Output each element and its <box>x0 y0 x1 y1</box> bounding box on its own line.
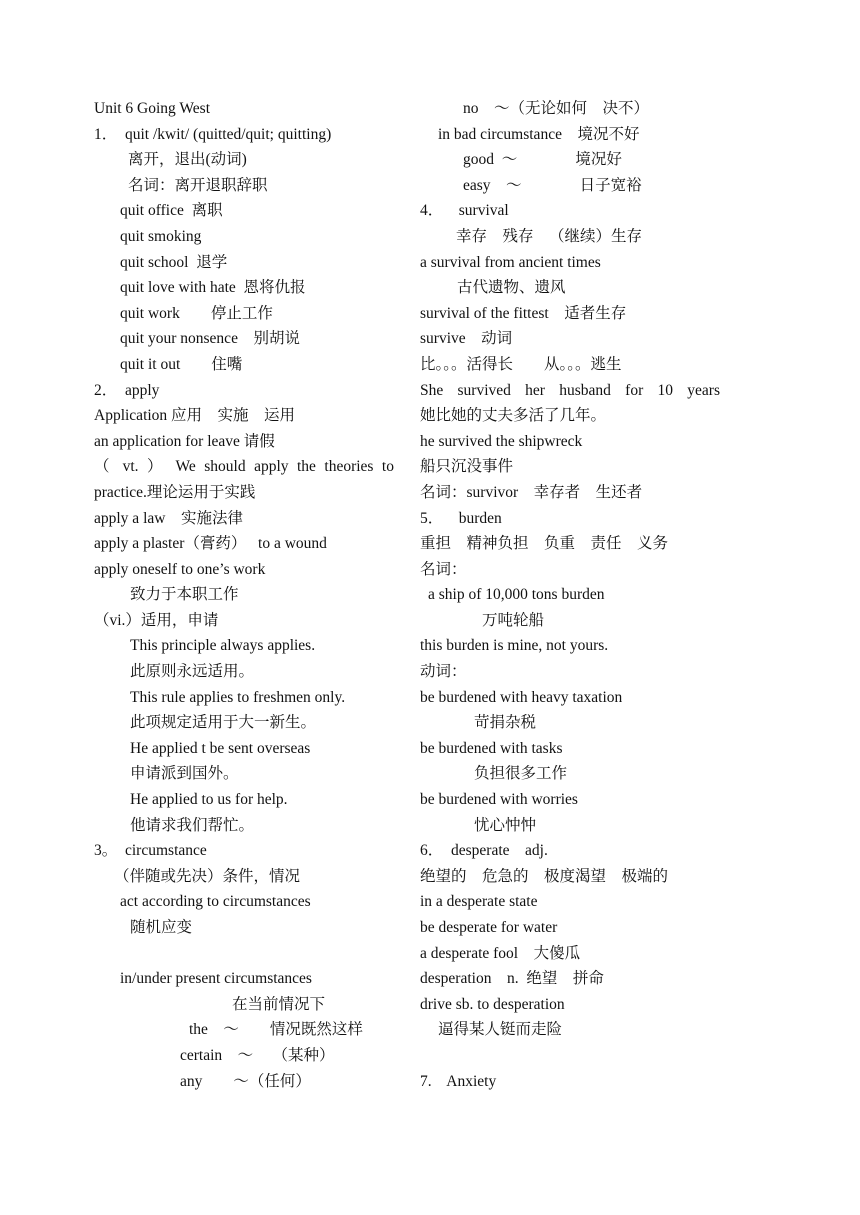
text-line: 申请派到国外。 <box>130 765 239 783</box>
text-line: drive sb. to desperation <box>420 995 565 1013</box>
text-line: He applied to us for help. <box>130 791 288 809</box>
text-line: 3。 circumstance <box>94 842 207 860</box>
text-line: 比。。。活得长 从。。。逃生 <box>420 355 622 373</box>
text-line: 此项规定适用于大一新生。 <box>130 714 317 732</box>
text-line: 幸存 残存 （继续）生存 <box>456 227 643 245</box>
text-line: practice.理论运用于实践 <box>94 483 256 501</box>
text-line: quit love with hate 恩将仇报 <box>120 279 306 297</box>
text-line: 2． apply <box>94 381 160 399</box>
text-line: 忧心忡忡 <box>474 816 537 834</box>
text-line: 1． quit /kwit/ (quitted/quit; quitting) <box>94 125 332 143</box>
text-line: quit smoking <box>120 227 202 245</box>
text-line: 苛捐杂税 <box>474 714 537 732</box>
text-line: a survival from ancient times <box>420 253 601 271</box>
text-line: This principle always applies. <box>130 637 316 655</box>
text-line: the ～ 情况既然这样 <box>189 1021 363 1039</box>
text-line <box>420 1043 720 1069</box>
text-line <box>94 941 394 967</box>
text-line: easy ～ 日子宽裕 <box>463 176 642 194</box>
text-line: Unit 6 Going West <box>94 100 211 117</box>
text-line: 万吨轮船 <box>482 611 545 629</box>
text-line: a ship of 10,000 tons burden <box>428 586 605 604</box>
text-line: quit school 退学 <box>120 253 228 271</box>
text-line: （伴随或先决）条件，情况 <box>114 867 301 885</box>
text-line: quit your nonsence 别胡说 <box>120 330 300 348</box>
text-line: 她比她的丈夫多活了几年。 <box>420 407 607 425</box>
right-column <box>420 96 720 1094</box>
text-line: 5． burden <box>420 509 502 527</box>
text-line: be desperate for water <box>420 919 558 936</box>
text-line: He applied t be sent overseas <box>130 739 311 757</box>
text-line: 逼得某人铤而走险 <box>438 1021 563 1039</box>
text-line: apply a plaster（膏药） to a wound <box>94 535 327 553</box>
text-line: good ～ 境况好 <box>463 151 622 169</box>
text-line: an application for leave 请假 <box>94 432 275 450</box>
text-line: 动词： <box>420 663 467 681</box>
text-line: quit office 离职 <box>120 202 223 220</box>
text-line: in bad circumstance 境况不好 <box>438 125 640 143</box>
text-line: 在当前情况下 <box>232 995 326 1013</box>
text-line: 6． desperate adj. <box>420 842 548 860</box>
text-line: survival of the fittest 适者生存 <box>420 304 627 322</box>
text-line: （vi.）适用，申请 <box>94 611 219 629</box>
text-line: any ～（任何） <box>180 1072 311 1090</box>
text-line: survive 动词 <box>420 330 513 348</box>
text-line: apply a law 实施法律 <box>94 509 243 527</box>
text-line: 负担很多工作 <box>474 765 568 783</box>
text-line: be burdened with heavy taxation <box>420 688 623 706</box>
text-line: no ～（无论如何 决不） <box>463 100 650 117</box>
text-line: he survived the shipwreck <box>420 432 583 450</box>
text-line: act according to circumstances <box>120 893 311 911</box>
text-line: in/under present circumstances <box>120 970 312 988</box>
text-line: 绝望的 危急的 极度渴望 极端的 <box>420 867 669 885</box>
text-line: 离开，退出(动词) <box>128 151 247 169</box>
text-line: 名词：离开退职辞职 <box>128 176 268 194</box>
text-line: 古代遗物、遗风 <box>457 279 566 297</box>
text-line: quit it out 住嘴 <box>120 355 243 373</box>
text-line: apply oneself to one’s work <box>94 560 266 578</box>
text-line: She survived her husband for 10 years <box>420 381 720 399</box>
text-line: 致力于本职工作 <box>130 586 239 604</box>
text-line: 名词： <box>420 560 467 578</box>
text-line: 船只沉没事件 <box>420 458 514 476</box>
text-line: be burdened with tasks <box>420 739 563 757</box>
text-line: desperation n. 绝望 拼命 <box>420 970 604 988</box>
text-line: certain ～ （某种） <box>180 1046 335 1064</box>
text-line: Application 应用 实施 运用 <box>94 407 296 425</box>
text-line: this burden is mine, not yours. <box>420 637 609 655</box>
text-line: 名词：survivor 幸存者 生还者 <box>420 483 643 501</box>
text-line: （ vt. ） We should apply the theories to <box>94 458 394 476</box>
text-line: 他请求我们帮忙。 <box>130 816 255 834</box>
text-line: quit work 停止工作 <box>120 304 273 322</box>
text-line: This rule applies to freshmen only. <box>130 688 346 706</box>
text-line: 重担 精神负担 负重 责任 义务 <box>420 535 669 553</box>
text-line: be burdened with worries <box>420 791 578 809</box>
text-line: 此原则永远适用。 <box>130 663 255 681</box>
text-line: in a desperate state <box>420 893 538 911</box>
text-line: 随机应变 <box>130 919 193 936</box>
left-column <box>94 96 394 1094</box>
text-line: a desperate fool 大傻瓜 <box>420 944 581 962</box>
text-line: 4． survival <box>420 202 509 220</box>
text-line: 7. Anxiety <box>420 1072 497 1090</box>
